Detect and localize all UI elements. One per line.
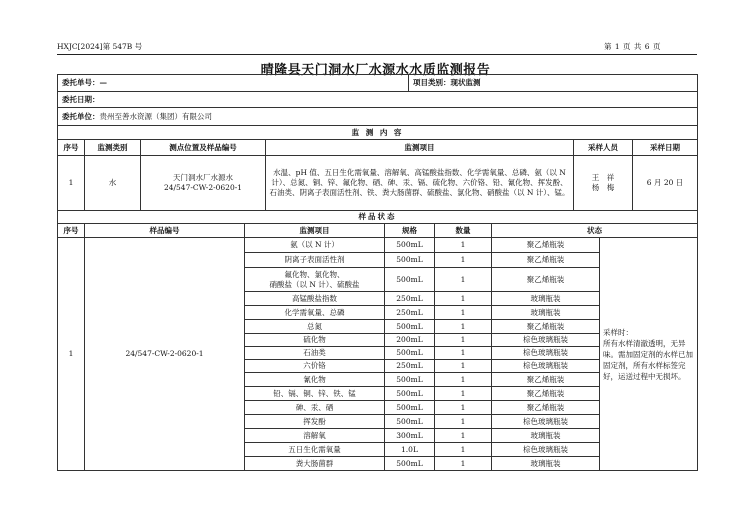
sample-spec: 500mL [385, 373, 435, 387]
sample-qty: 1 [435, 443, 492, 457]
report-number: HXJC[2024]第 547B 号 [57, 42, 143, 51]
sample-spec: 200mL [385, 334, 435, 347]
sample-container: 玻璃瓶装 [492, 429, 600, 443]
sample-spec: 250mL [385, 292, 435, 306]
col-header-items: 监测项目 [266, 140, 574, 156]
sample-qty: 1 [435, 387, 492, 401]
sample-item: 五日生化需氧量 [245, 443, 385, 457]
table-row [58, 238, 698, 253]
sample-container: 聚乙烯瓶装 [492, 387, 600, 401]
sampling-note-text: 所有水样清澈透明，无异味。需加固定剂的水样已加固定剂，所有水样标签完好，运送过程中无损坏。 [603, 338, 693, 381]
sample-status-table [57, 210, 698, 471]
status-header-qty: 数量 [435, 224, 492, 238]
sample-container: 棕色玻璃瓶装 [492, 415, 600, 429]
sample-spec: 500mL [385, 401, 435, 415]
sample-container: 聚乙烯瓶装 [492, 238, 600, 253]
sample-item: 氨（以 N 计） [245, 238, 385, 253]
monitoring-date: 6 月 20 日 [633, 156, 698, 211]
sample-spec: 250mL [385, 306, 435, 320]
sample-spec: 300mL [385, 429, 435, 443]
sample-item-line: 氟化物、氯化物、 [284, 269, 345, 279]
header-divider [57, 54, 697, 55]
sample-qty: 1 [435, 347, 492, 360]
sample-container: 聚乙烯瓶装 [492, 373, 600, 387]
sample-container: 聚乙烯瓶装 [492, 401, 600, 415]
sample-spec: 500mL [385, 268, 435, 292]
sample-qty: 1 [435, 373, 492, 387]
col-header-index: 序号 [58, 140, 85, 156]
sample-qty: 1 [435, 334, 492, 347]
sample-container: 玻璃瓶装 [492, 292, 600, 306]
sample-container: 聚乙烯瓶装 [492, 253, 600, 268]
sample-container: 棕色玻璃瓶装 [492, 443, 600, 457]
sample-spec: 250mL [385, 360, 435, 373]
sample-qty: 1 [435, 401, 492, 415]
sample-item: 氰化物 [245, 373, 385, 387]
sample-spec: 1.0L [385, 443, 435, 457]
monitoring-category: 水 [85, 156, 141, 211]
project-type: 项目类别：现状监测 [409, 75, 698, 92]
sample-container: 聚乙烯瓶装 [492, 320, 600, 334]
location-name: 天门洞水厂水源水 [173, 173, 233, 182]
client-unit-label: 委托单位： [62, 111, 100, 121]
status-header-status: 状态 [492, 224, 698, 238]
sample-qty: 1 [435, 253, 492, 268]
sample-item: 溶解氧 [245, 429, 385, 443]
monitoring-samplers [574, 156, 633, 211]
sample-item: 粪大肠菌群 [245, 457, 385, 471]
client-info-table [57, 74, 698, 126]
client-date: 委托日期： [58, 92, 698, 108]
status-header-sample-no: 样品编号 [85, 224, 245, 238]
sample-spec: 500mL [385, 415, 435, 429]
sample-item-line: 硝酸盐（以 N 计）、硫酸盐 [269, 279, 360, 289]
sample-container: 棕色玻璃瓶装 [492, 347, 600, 360]
sample-qty: 1 [435, 292, 492, 306]
monitoring-location [141, 156, 266, 211]
col-header-location: 测点位置及样品编号 [141, 140, 266, 156]
sample-spec: 500mL [385, 238, 435, 253]
sample-container: 棕色玻璃瓶装 [492, 360, 600, 373]
sample-status-section-title: 样品状态 [58, 211, 698, 224]
sample-spec: 500mL [385, 457, 435, 471]
location-sample-no: 24/547-CW-2-0620-1 [163, 183, 243, 192]
sample-item: 石油类 [245, 347, 385, 360]
page-indicator: 第 1 页 共 6 页 [604, 42, 661, 51]
sample-container: 玻璃瓶装 [492, 306, 600, 320]
status-index: 1 [58, 238, 85, 471]
sample-spec: 500mL [385, 387, 435, 401]
sample-qty: 1 [435, 238, 492, 253]
status-header-index: 序号 [58, 224, 85, 238]
client-unit: 贵州至善水资源（集团）有限公司 [99, 111, 212, 121]
monitoring-row [58, 156, 698, 211]
status-sample-no: 24/547-CW-2-0620-1 [85, 238, 245, 471]
sample-container: 棕色玻璃瓶装 [492, 334, 600, 347]
sample-container: 玻璃瓶装 [492, 457, 600, 471]
sample-qty: 1 [435, 306, 492, 320]
sample-item: 砷、汞、硒 [245, 401, 385, 415]
sample-item [245, 268, 385, 292]
client-number: 委托单号：— [58, 75, 409, 92]
sample-qty: 1 [435, 320, 492, 334]
monitoring-items: 水温、pH 值、五日生化需氧量、溶解氧、高锰酸盐指数、化学需氧量、总磷、氨（以 N 计）、总氮、铜、锌、氟化物、硒、砷、汞、镉、硫化物、六价铬、铅、氰化物、挥发酚、石油类、阴离子表面活性剂、铁、粪大肠菌群、硫酸盐、氯化物、硝酸盐（以 N 计）、锰。 [266, 156, 574, 211]
status-header-item: 监测项目 [245, 224, 385, 238]
monitoring-section-title: 监 测 内 容 [58, 126, 698, 140]
sample-qty: 1 [435, 429, 492, 443]
sample-item: 高锰酸盐指数 [245, 292, 385, 306]
sample-spec: 500mL [385, 347, 435, 360]
col-header-samplers: 采样人员 [574, 140, 633, 156]
sample-item: 总氮 [245, 320, 385, 334]
sample-container: 聚乙烯瓶装 [492, 268, 600, 292]
sample-item: 挥发酚 [245, 415, 385, 429]
sampler-name: 杨 梅 [591, 183, 615, 192]
sample-item: 六价铬 [245, 360, 385, 373]
sample-spec: 500mL [385, 320, 435, 334]
monitoring-content-table [57, 125, 698, 211]
sample-item: 化学需氧量、总磷 [245, 306, 385, 320]
sample-item: 铅、镉、铜、锌、铁、锰 [245, 387, 385, 401]
sample-qty: 1 [435, 457, 492, 471]
sampling-note [600, 238, 698, 471]
report-title: 晴隆县天门洞水厂水源水水质监测报告 [260, 63, 491, 78]
status-header-spec: 规格 [385, 224, 435, 238]
sample-qty: 1 [435, 360, 492, 373]
sample-spec: 500mL [385, 253, 435, 268]
sample-qty: 1 [435, 268, 492, 292]
client-unit-cell [58, 108, 698, 126]
sample-item: 硫化物 [245, 334, 385, 347]
sampler-name: 王 祥 [591, 173, 615, 182]
sampling-note-heading: 采样时： [603, 327, 633, 337]
col-header-category: 监测类别 [85, 140, 141, 156]
sample-item: 阴离子表面活性剂 [245, 253, 385, 268]
sample-qty: 1 [435, 415, 492, 429]
monitoring-index: 1 [58, 156, 85, 211]
col-header-date: 采样日期 [633, 140, 698, 156]
